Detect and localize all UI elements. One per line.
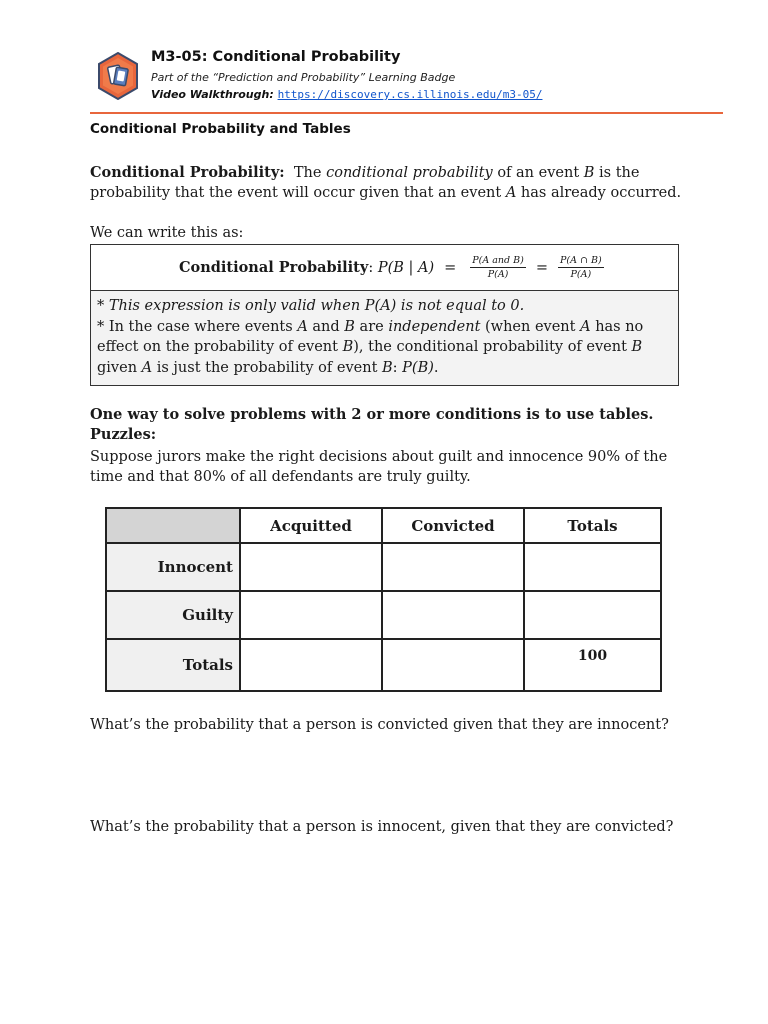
fraction-denominator: P(A): [570, 269, 592, 280]
section-title: Conditional Probability and Tables: [90, 121, 351, 137]
row-label-innocent: Innocent: [106, 543, 240, 591]
table-corner: [106, 508, 240, 543]
table-cell[interactable]: [524, 543, 661, 591]
formula: [179, 245, 608, 290]
formula-colon: :: [368, 259, 374, 276]
definition-text: of an event: [497, 165, 580, 181]
fraction-numerator: P(A ∩ B): [560, 255, 602, 266]
definition-paragraph: [90, 163, 690, 203]
definition-term: Conditional Probability:: [90, 164, 285, 181]
equals-sign: =: [444, 259, 457, 276]
col-header-totals: Totals: [524, 508, 661, 543]
col-header-convicted: Convicted: [382, 508, 524, 543]
badge-cards-icon: [97, 52, 139, 100]
table-cell[interactable]: [240, 639, 382, 691]
formula-box: [90, 244, 679, 386]
fraction-denominator: P(A): [487, 269, 509, 280]
solve-heading: [90, 405, 690, 445]
formula-row: [91, 245, 678, 291]
table-cell[interactable]: [524, 591, 661, 639]
notes-row: [91, 291, 678, 385]
video-label: Video Walkthrough:: [151, 88, 274, 101]
question-2: What’s the probability that a person is innocent, given that they are convicted?: [90, 819, 674, 835]
puzzle-text: Suppose jurors make the right decisions about guilt and innocence 90% of the time and that 80% of all defendants are truly guilty.: [90, 449, 668, 485]
write-intro: We can write this as:: [90, 225, 244, 241]
fraction-intersection: [558, 255, 604, 280]
note-independent: * In the case where events A and B are independent (when event A has no effect on the probability of event B), the conditional probability of event B given A is just the probability of event B: P(B).: [97, 318, 644, 376]
fraction-numerator: P(A and B): [472, 255, 524, 266]
formula-lhs: P(B | A): [377, 259, 435, 276]
equals-sign: =: [535, 259, 548, 276]
event-b: B: [583, 165, 595, 181]
header-divider: [90, 112, 723, 114]
question-1: What’s the probability that a person is convicted given that they are innocent?: [90, 717, 669, 733]
video-walkthrough: [151, 88, 542, 101]
table-cell[interactable]: [382, 591, 524, 639]
grand-total-cell[interactable]: 100: [524, 639, 661, 691]
table-cell[interactable]: [240, 543, 382, 591]
formula-label: Conditional Probability: [179, 259, 369, 276]
col-header-acquitted: Acquitted: [240, 508, 382, 543]
definition-term-italic: conditional probability: [326, 165, 493, 181]
table-cell[interactable]: [382, 543, 524, 591]
page-title: M3-05: Conditional Probability: [151, 49, 401, 65]
definition-text: is the probability that the event will occur given that an event: [90, 165, 640, 201]
video-link[interactable]: https://discovery.cs.illinois.edu/m3-05/: [277, 88, 543, 101]
definition-text: has already occurred.: [520, 185, 682, 201]
table-cell[interactable]: [382, 639, 524, 691]
badge-subtitle: Part of the “Prediction and Probability” Learning Badge: [151, 71, 456, 84]
probability-table: [105, 507, 662, 692]
event-a: A: [505, 185, 517, 201]
solve-text: One way to solve problems with 2 or more conditions is to use tables.: [90, 406, 654, 423]
puzzles-label: Puzzles:: [90, 426, 157, 443]
definition-text: The: [293, 165, 322, 181]
notes-text: [97, 296, 675, 378]
fraction-and: [470, 255, 526, 280]
table-cell[interactable]: [240, 591, 382, 639]
note-validity: * This expression is only valid when P(A) is not equal to 0.: [97, 298, 525, 314]
row-label-totals: Totals: [106, 639, 240, 691]
row-label-guilty: Guilty: [106, 591, 240, 639]
